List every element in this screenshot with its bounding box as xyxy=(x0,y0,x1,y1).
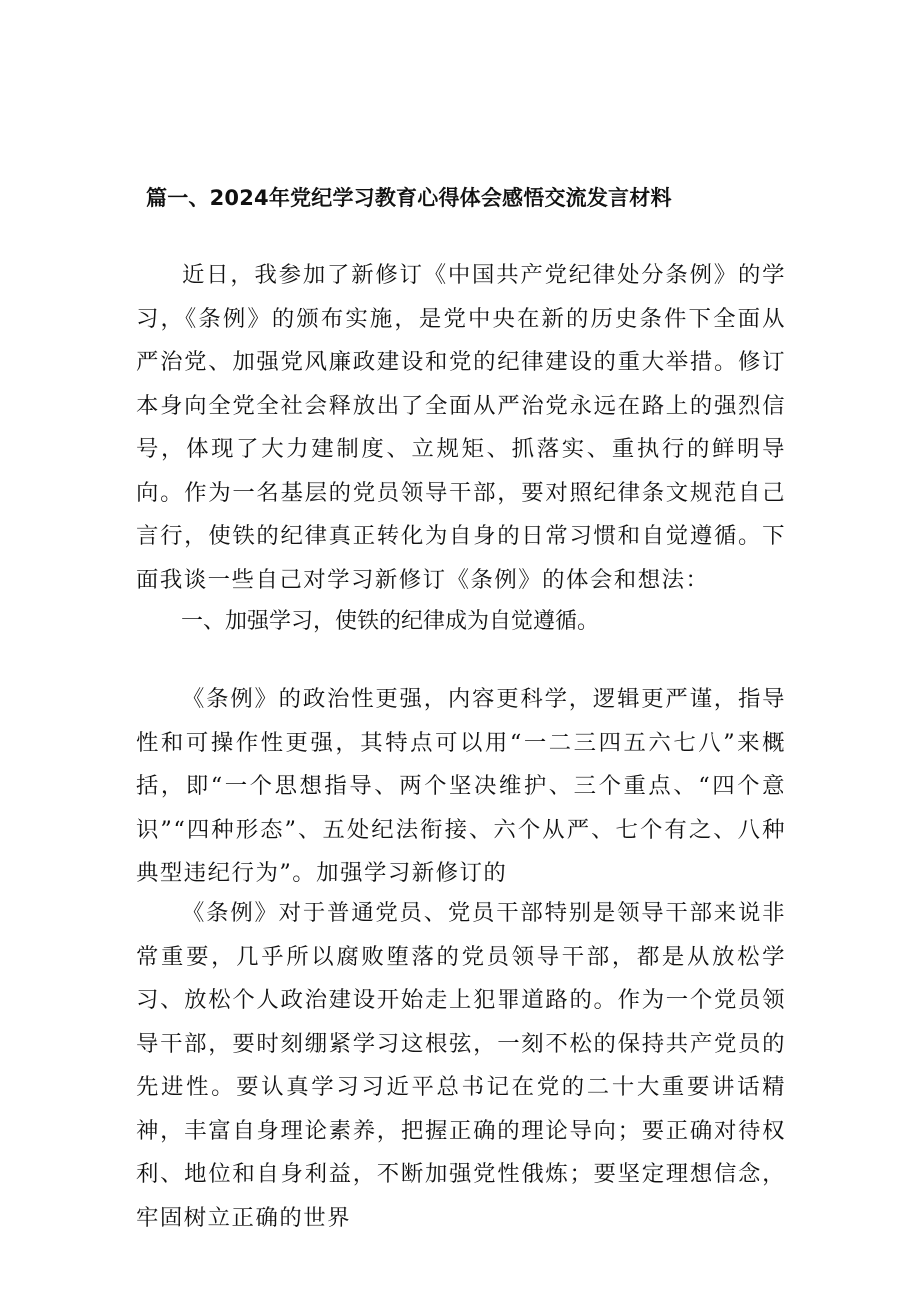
intro-paragraph: 近日，我参加了新修订《中国共产党纪律处分条例》的学习，《条例》的颁布实施，是党中央在新的历史条件下全面从严治党、加强党风廉政建设和党的纪律建设的重大举措。修订本身向全党全社会释放出了全面从严治党永远在路上的强烈信号，体现了大力建制度、立规矩、抓落实、重执行的鲜明导向。作为一名基层的党员领导干部，要对照纪律条文规范自己言行，使铁的纪律真正转化为自身的日常习惯和自觉遵循。下面我谈一些自己对学习新修订《条例》的体会和想法： xyxy=(136,262,786,593)
body-paragraph-2: 《条例》的政治性更强，内容更科学，逻辑更严谨，指导性和可操作性更强，其特点可以用“一二三四五六七八”来概括，即“一个思想指导、两个坚决维护、三个重点、“四个意识”“四种形态”、五处纪法衔接、六个从严、七个有之、八种典型违纪行为”。加强学习新修订的 xyxy=(136,686,786,886)
section-heading-1: 一、加强学习，使铁的纪律成为自觉遵循。 xyxy=(181,609,600,634)
document-title: 篇一、2024年党纪学习教育心得体会感悟交流发言材料 xyxy=(146,186,672,210)
body-paragraph-3: 《条例》对于普通党员、党员干部特别是领导干部来说非常重要，几乎所以腐败堕落的党员领导干部，都是从放松学习、放松个人政治建设开始走上犯罪道路的。作为一个党员领导干部，要时刻绷紧学习这根弦，一刻不松的保持共产党员的先进性。要认真学习习近平总书记在党的二十大重要讲话精神，丰富自身理论素养，把握正确的理论导向；要正确对待权利、地位和自身利益，不断加强党性俄炼；要坚定理想信念，牢固树立正确的世界 xyxy=(136,900,786,1231)
